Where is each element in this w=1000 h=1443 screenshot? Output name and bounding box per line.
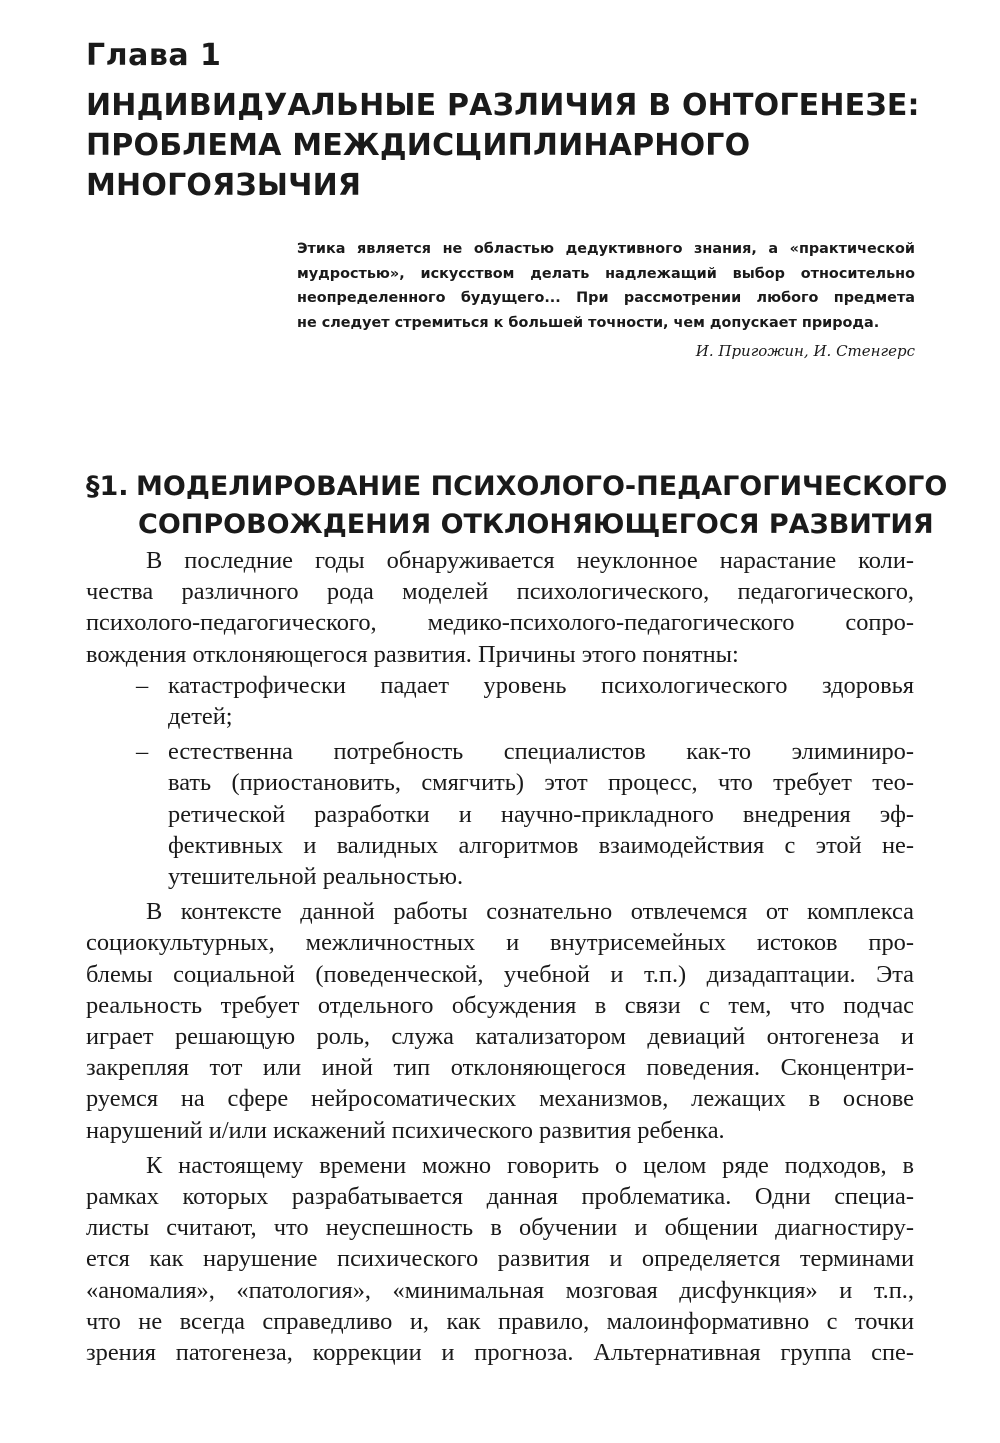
chapter-title bbox=[86, 86, 966, 206]
list-item-line: утешительной реальностью. bbox=[168, 863, 464, 891]
paragraph-line: «аномалия», «патология», «минимальная мозговая дисфункция» и т.п., bbox=[86, 1276, 914, 1304]
chapter-title-line: МНОГОЯЗЫЧИЯ bbox=[86, 168, 362, 203]
section-heading-line-1 bbox=[86, 468, 966, 506]
epigraph-line: не следует стремиться к большей точности, чем допускает природа. bbox=[297, 314, 880, 331]
list-item bbox=[86, 670, 914, 701]
list-item-line: катастрофически падает уровень психологического здоровья bbox=[168, 671, 914, 699]
section-heading bbox=[86, 468, 966, 544]
epigraph bbox=[297, 237, 915, 364]
list-item bbox=[86, 736, 914, 767]
epigraph-line: Этика является не областью дедуктивного знания, а «практической bbox=[297, 241, 915, 257]
chapter-title-line: ИНДИВИДУАЛЬНЫЕ РАЗЛИЧИЯ В ОНТОГЕНЕЗЕ: bbox=[86, 88, 920, 123]
list-item-line: ретической разработки и научно-прикладного внедрения эф- bbox=[168, 800, 914, 828]
paragraph-line: В последние годы обнаруживается неуклонное нарастание коли- bbox=[146, 547, 914, 574]
paragraph-line: блемы социальной (поведенческой, учебной и т.п.) дизадаптации. Эта bbox=[86, 960, 914, 988]
section-number: §1. bbox=[86, 471, 129, 502]
paragraph-line: В контексте данной работы сознательно отвлечемся от комплекса bbox=[146, 898, 914, 926]
paragraph-line: психолого-педагогического, медико-психолого-педагогического сопро- bbox=[86, 609, 914, 637]
bullet-dash: – bbox=[136, 738, 149, 766]
paragraph-line: ется как нарушение психического развития и определяется терминами bbox=[86, 1245, 914, 1273]
paragraph-line: руемся на сфере нейросоматических механизмов, лежащих в основе bbox=[86, 1085, 914, 1113]
epigraph-author: И. Пригожин, И. Стенгерс bbox=[695, 342, 915, 360]
paragraph-line: зрения патогенеза, коррекции и прогноза. Альтернативная группа спе- bbox=[86, 1339, 914, 1367]
list-item-line: детей; bbox=[168, 703, 233, 731]
epigraph-line: мудростью», искусством делать надлежащий выбор относительно bbox=[297, 265, 915, 282]
paragraph-line: социокультурных, межличностных и внутрисемейных истоков про- bbox=[86, 929, 914, 957]
list-item-line: вать (приостановить, смягчить) этот процесс, что требует тео- bbox=[168, 769, 914, 797]
paragraph-line: реальность требует отдельного обсуждения в связи с тем, что подчас bbox=[86, 991, 914, 1019]
bullet-dash: – bbox=[136, 671, 149, 699]
paragraph-line: рамках которых разрабатывается данная проблематика. Одни специа- bbox=[86, 1183, 914, 1211]
list-item-line: фективных и валидных алгоритмов взаимодействия с этой не- bbox=[168, 831, 914, 859]
paragraph-line: закрепляя тот или иной тип отклоняющегося поведения. Сконцентри- bbox=[86, 1054, 914, 1082]
paragraph-line: играет решающую роль, служа катализатором девиаций онтогенеза и bbox=[86, 1023, 914, 1051]
paragraph-line: чества различного рода моделей психологического, педагогического, bbox=[86, 578, 914, 606]
chapter-title-line: ПРОБЛЕМА МЕЖДИСЦИПЛИНАРНОГО bbox=[86, 128, 751, 163]
paragraph-line: вождения отклоняющегося развития. Причины этого понятны: bbox=[86, 640, 739, 668]
chapter-label: Глава 1 bbox=[86, 38, 222, 73]
paragraph-line: листы считают, что неуспешность в обучении и общении диагностиру- bbox=[86, 1214, 914, 1242]
section-title-line: СОПРОВОЖДЕНИЯ ОТКЛОНЯЮЩЕГОСЯ РАЗВИТИЯ bbox=[138, 509, 934, 540]
section-title-line: МОДЕЛИРОВАНИЕ ПСИХОЛОГО-ПЕДАГОГИЧЕСКОГО bbox=[136, 471, 948, 502]
list-item-line: естественна потребность специалистов как-то элиминиро- bbox=[168, 738, 914, 766]
paragraph-line: нарушений и/или искажений психического развития ребенка. bbox=[86, 1116, 725, 1144]
epigraph-line: неопределенного будущего... При рассмотрении любого предмета bbox=[297, 290, 915, 306]
body-text bbox=[86, 545, 914, 1368]
paragraph-line: что не всегда справедливо и, как правило, малоинформативно с точки bbox=[86, 1307, 914, 1335]
paragraph-line: К настоящему времени можно говорить о целом ряде подходов, в bbox=[146, 1151, 914, 1179]
